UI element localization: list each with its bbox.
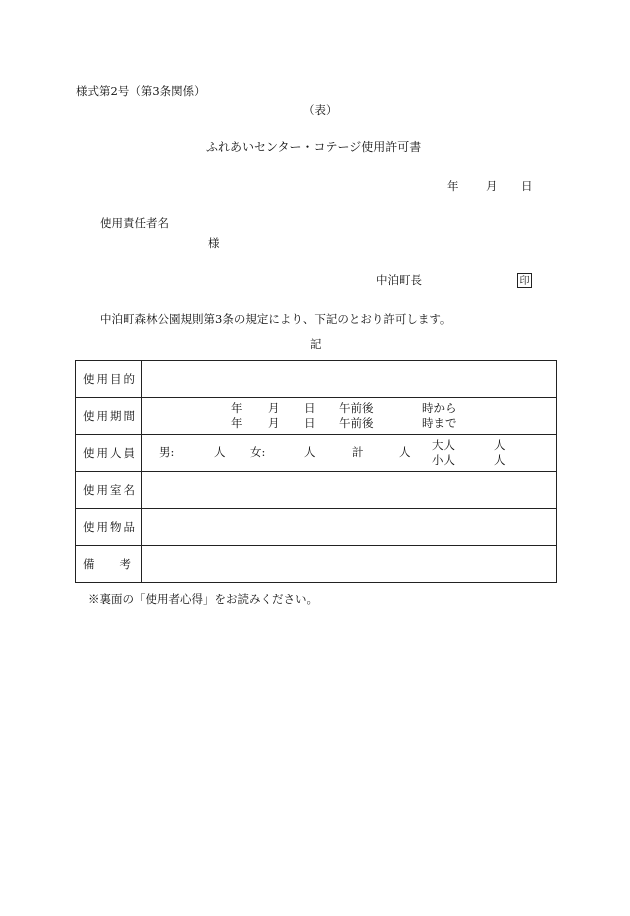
table-row [76,509,557,546]
period-from-time: 時から [422,401,457,415]
purpose-value[interactable] [142,361,557,398]
period-from-ampm: 午前後 [339,401,374,415]
permit-table [75,360,557,583]
applicant-honorific: 様 [208,236,220,250]
table-row [76,361,557,398]
form-number: 様式第2号（第3条関係） [76,84,206,98]
female-label: 女: [250,445,266,459]
room-label: 使用室名 [76,472,142,509]
people-label: 使用人員 [76,435,142,472]
permission-statement: 中泊町森林公園規則第3条の規定により、下記のとおり許可します。 [100,312,452,326]
female-unit: 人 [304,445,316,459]
period-to-time: 時まで [422,416,457,430]
ki-heading: 記 [310,337,322,351]
period-from-day: 日 [304,401,316,415]
total-label: 計 [352,445,364,459]
date-year: 年 [447,179,459,193]
period-label: 使用期間 [76,398,142,435]
remarks-label [76,546,142,583]
male-label: 男: [159,445,175,459]
applicant-label: 使用責任者名 [100,216,169,230]
remarks-label-2: 考 [119,557,131,571]
period-from-month: 月 [268,401,280,415]
date-month: 月 [486,179,498,193]
side-label: （表） [303,103,338,117]
room-value[interactable] [142,472,557,509]
period-to-year: 年 [231,416,243,430]
table-row [76,435,557,472]
period-to-day: 日 [304,416,316,430]
footnote: ※裏面の「使用者心得」をお読みください。 [88,592,318,606]
remarks-value[interactable] [142,546,557,583]
items-label: 使用物品 [76,509,142,546]
child-unit: 人 [494,453,506,467]
male-unit: 人 [214,445,226,459]
total-unit: 人 [399,445,411,459]
table-row [76,472,557,509]
adult-unit: 人 [494,438,506,452]
period-to-month: 月 [268,416,280,430]
period-from-year: 年 [231,401,243,415]
period-to-ampm: 午前後 [339,416,374,430]
seal-mark: 印 [517,273,532,288]
items-value[interactable] [142,509,557,546]
period-value[interactable] [142,398,557,435]
issuer-name: 中泊町長 [376,273,422,287]
table-row [76,546,557,583]
people-value[interactable] [142,435,557,472]
document-title: ふれあいセンター・コテージ使用許可書 [206,140,422,154]
remarks-label-1: 備 [83,557,95,571]
child-label: 小人 [432,453,455,467]
adult-label: 大人 [432,438,455,452]
date-day: 日 [521,179,533,193]
purpose-label: 使用目的 [76,361,142,398]
table-row [76,398,557,435]
